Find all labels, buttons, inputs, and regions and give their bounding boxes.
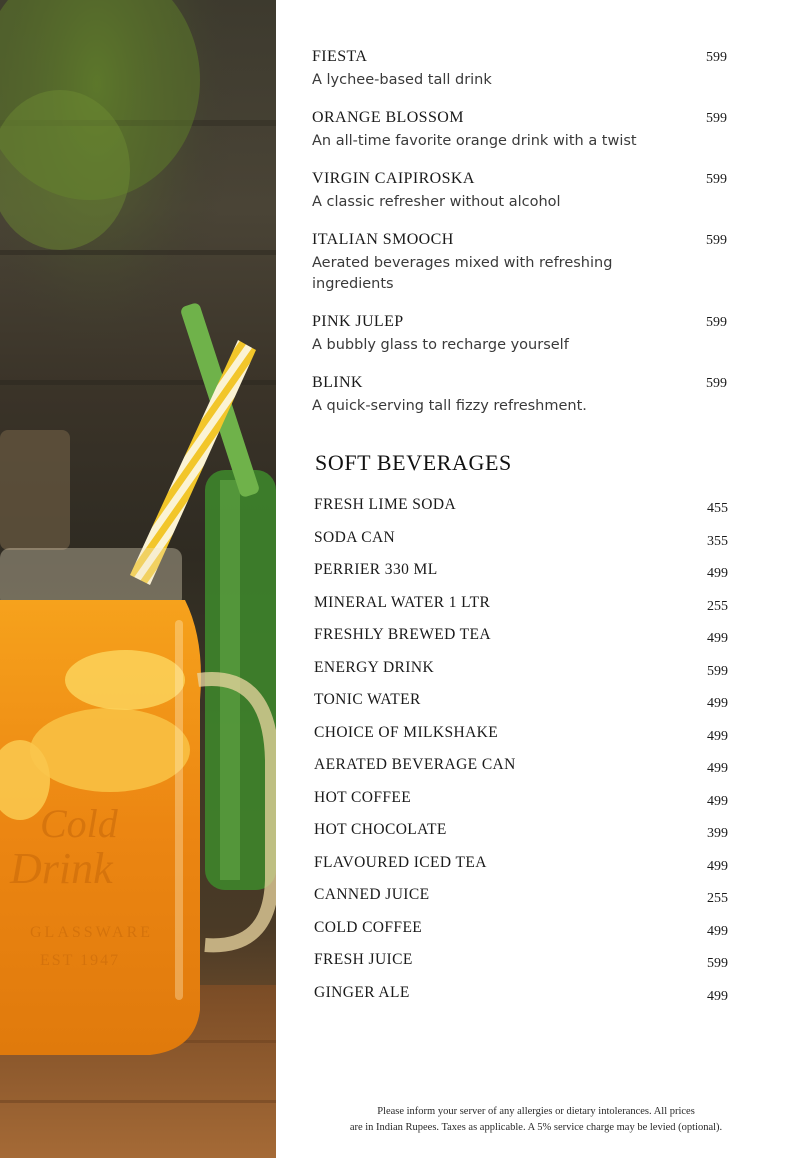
- drink-name: VIRGIN CAIPIROSKA: [312, 170, 475, 187]
- beverage-price: 599: [707, 663, 728, 679]
- beverage-name: HOT CHOCOLATE: [314, 821, 447, 838]
- list-item: [314, 919, 728, 952]
- beverage-price: 599: [707, 956, 728, 971]
- beverage-name: TONIC WATER: [314, 691, 421, 708]
- beverage-name: ENERGY DRINK: [314, 658, 435, 676]
- beverage-name: COLD COFFEE: [314, 918, 423, 936]
- beverage-name: FRESHLY BREWED TEA: [314, 626, 492, 643]
- beverage-name: AERATED BEVERAGE CAN: [314, 756, 516, 773]
- beverage-name: GINGER ALE: [314, 983, 410, 1001]
- beverage-price: 499: [707, 988, 728, 1004]
- drink-photo: [0, 0, 276, 1158]
- beverage-price: 499: [707, 728, 728, 744]
- section-title-soft-beverages: SOFT BEVERAGES: [315, 450, 512, 475]
- list-item: [314, 496, 728, 529]
- list-item: [314, 789, 728, 822]
- drink-name: FIESTA: [312, 48, 368, 65]
- glass-text-cold: Cold: [40, 801, 118, 846]
- beverage-price: 355: [707, 533, 728, 549]
- beverage-name: CHOICE OF MILKSHAKE: [314, 723, 499, 741]
- drink-description: An all-time favorite orange drink with a twist: [312, 133, 637, 149]
- list-item: [314, 854, 728, 887]
- list-item: [314, 626, 728, 659]
- drink-item: [312, 109, 727, 152]
- beverage-price: 499: [707, 631, 728, 646]
- list-item: [314, 561, 728, 594]
- beverage-name: PERRIER 330 ML: [314, 561, 438, 578]
- list-item: [314, 886, 728, 919]
- drink-description: A quick-serving tall fizzy refreshment.: [312, 398, 587, 414]
- list-item: [314, 691, 728, 724]
- beverage-name: FRESH JUICE: [314, 951, 413, 968]
- beverage-name: HOT COFFEE: [314, 788, 412, 806]
- beverage-price: 399: [707, 826, 728, 841]
- list-item: [314, 821, 728, 854]
- iced-drink-illustration: [0, 0, 276, 1158]
- drink-description: A lychee-based tall drink: [312, 72, 492, 88]
- glass-text-glassware: GLASSWARE: [30, 924, 154, 941]
- drink-name: ITALIAN SMOOCH: [312, 231, 454, 248]
- drink-name: BLINK: [312, 374, 363, 391]
- glass-text-est: EST 1947: [40, 952, 121, 969]
- drink-price: 599: [706, 376, 727, 391]
- list-item: [314, 594, 728, 627]
- beverage-name: FRESH LIME SODA: [314, 496, 457, 513]
- drink-item: [312, 48, 727, 91]
- drink-item: [312, 374, 727, 417]
- beverage-price: 499: [707, 923, 728, 939]
- drink-description: A bubbly glass to recharge yourself: [312, 337, 569, 353]
- beverage-name: CANNED JUICE: [314, 886, 430, 903]
- drink-price: 599: [706, 111, 727, 126]
- beverage-name: FLAVOURED ICED TEA: [314, 853, 487, 871]
- footnote-line-2: are in Indian Rupees. Taxes as applicable. A 5% service charge may be levied (optional).: [349, 1122, 723, 1133]
- drink-description: Aerated beverages mixed with refreshing ingredients: [312, 255, 613, 292]
- beverage-price: 499: [707, 761, 728, 776]
- drink-name: ORANGE BLOSSOM: [312, 109, 464, 126]
- list-item: [314, 659, 728, 692]
- drink-description: A classic refresher without alcohol: [312, 194, 561, 210]
- footnote-line-1: Please inform your server of any allergies or dietary intolerances. All prices: [377, 1106, 695, 1117]
- beverage-price: 499: [707, 566, 728, 581]
- beverage-price: 255: [707, 891, 728, 906]
- list-item: [314, 724, 728, 757]
- beverage-price: 499: [707, 858, 728, 874]
- soft-beverages-list: [314, 496, 728, 1016]
- beverage-price: 455: [707, 501, 728, 516]
- drink-price: 599: [706, 50, 727, 65]
- menu-page: [276, 0, 800, 1158]
- drink-price: 599: [706, 315, 727, 330]
- beverage-price: 499: [707, 793, 728, 809]
- glass-embossed-text: [0, 800, 200, 970]
- list-item: [314, 951, 728, 984]
- drink-item: [312, 231, 727, 295]
- list-item: [314, 529, 728, 562]
- list-item: [314, 984, 728, 1017]
- drink-item: [312, 313, 727, 356]
- drink-price: 599: [706, 233, 727, 248]
- glass-text-drink: Drink: [10, 844, 113, 893]
- beverage-name: SODA CAN: [314, 528, 396, 546]
- allergy-footnote: [336, 1104, 736, 1136]
- beverage-price: 499: [707, 696, 728, 711]
- drink-name: PINK JULEP: [312, 313, 404, 330]
- drink-price: 599: [706, 172, 727, 187]
- list-item: [314, 756, 728, 789]
- beverage-name: MINERAL WATER 1 LTR: [314, 593, 491, 611]
- beverage-price: 255: [707, 598, 728, 614]
- drink-item: [312, 170, 727, 213]
